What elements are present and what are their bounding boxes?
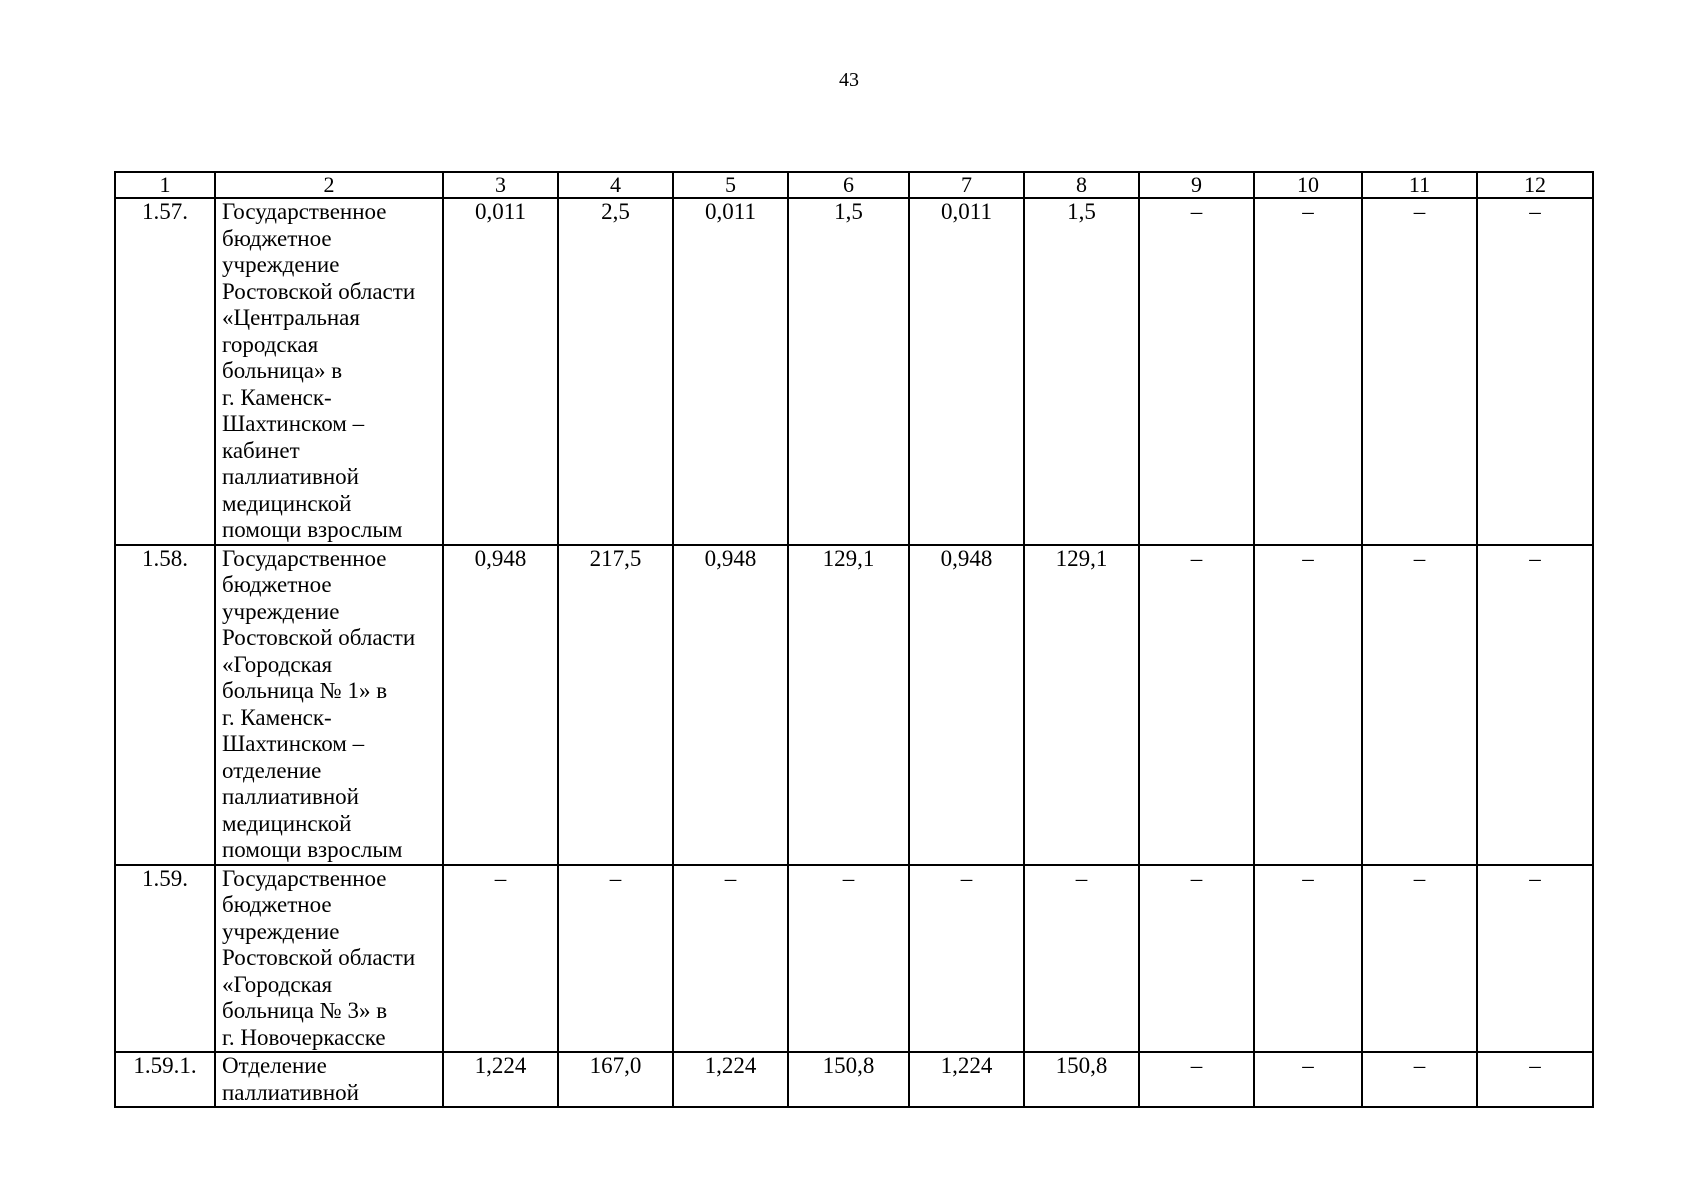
name-line: Государственное [222, 545, 387, 571]
value-cell: 0,011 [673, 198, 788, 545]
column-header: 6 [788, 172, 909, 198]
name-line: учреждение [222, 598, 340, 624]
value-cell: – [1139, 865, 1254, 1053]
value-cell: 150,8 [1024, 1052, 1139, 1107]
value-cell: 0,948 [443, 545, 558, 865]
value-cell: – [1477, 1052, 1593, 1107]
table-row [115, 865, 1593, 1053]
name-line: «Центральная [222, 305, 360, 330]
name-line: «Городская [222, 971, 333, 997]
value-cell: – [673, 865, 788, 1053]
value-cell: – [1477, 198, 1593, 545]
column-header: 8 [1024, 172, 1139, 198]
value-cell: – [1477, 865, 1593, 1053]
name-line: паллиативной [222, 784, 359, 809]
table-row [115, 198, 1593, 545]
name-line: бюджетное [222, 225, 332, 251]
name-line: городская [222, 331, 319, 357]
data-table [114, 171, 1594, 1108]
name-line: Ростовской области [222, 278, 416, 304]
value-cell: 217,5 [558, 545, 673, 865]
value-cell: 1,224 [673, 1052, 788, 1107]
value-cell: – [909, 865, 1024, 1053]
value-cell: – [1139, 198, 1254, 545]
name-line: кабинет [222, 437, 300, 463]
name-line: отделение [222, 757, 322, 783]
name-line: медицинской [222, 810, 352, 836]
value-cell: – [1477, 545, 1593, 865]
table-row [115, 545, 1593, 865]
column-header: 11 [1362, 172, 1477, 198]
table-row [115, 1052, 1593, 1107]
name-line: паллиативной [222, 1079, 359, 1105]
name-line: помощи взрослым [222, 837, 403, 862]
column-header: 4 [558, 172, 673, 198]
name-line: больница № 1» в [222, 678, 388, 703]
value-cell: 129,1 [1024, 545, 1139, 865]
value-cell: – [1254, 198, 1362, 545]
value-cell: 0,011 [909, 198, 1024, 545]
institution-name [215, 545, 443, 865]
column-header: 9 [1139, 172, 1254, 198]
value-cell: – [1254, 545, 1362, 865]
name-line: учреждение [222, 252, 340, 277]
value-cell: – [1362, 545, 1477, 865]
value-cell: 1,5 [1024, 198, 1139, 545]
value-cell: 150,8 [788, 1052, 909, 1107]
value-cell: – [1254, 865, 1362, 1053]
value-cell: – [1362, 865, 1477, 1053]
column-header: 1 [115, 172, 215, 198]
name-line: больница» в [222, 358, 343, 383]
value-cell: 0,948 [909, 545, 1024, 865]
value-cell: – [1024, 865, 1139, 1053]
name-line: Шахтинском – [222, 411, 365, 436]
value-cell: 1,5 [788, 198, 909, 545]
value-cell: 1,224 [909, 1052, 1024, 1107]
value-cell: 2,5 [558, 198, 673, 545]
name-line: Государственное [222, 199, 387, 224]
name-line: Ростовской области [222, 625, 416, 650]
institution-name [215, 198, 443, 545]
name-line: бюджетное [222, 572, 332, 597]
value-cell: – [1254, 1052, 1362, 1107]
name-line: больница № 3» в [222, 998, 388, 1023]
name-line: Ростовской области [222, 945, 416, 970]
name-line: медицинской [222, 490, 352, 516]
value-cell: 1,224 [443, 1052, 558, 1107]
name-line: паллиативной [222, 464, 359, 489]
row-number: 1.59.1. [115, 1052, 215, 1107]
header-row [115, 172, 1593, 198]
name-line: «Городская [222, 651, 333, 677]
row-number: 1.58. [115, 545, 215, 865]
institution-name [215, 1052, 443, 1107]
name-line: Отделение [222, 1053, 327, 1078]
row-number: 1.59. [115, 865, 215, 1053]
institution-name [215, 865, 443, 1053]
name-line: г. Каменск- [222, 704, 332, 730]
page-number: 43 [839, 69, 859, 91]
value-cell: 129,1 [788, 545, 909, 865]
column-header: 5 [673, 172, 788, 198]
name-line: Шахтинском – [222, 731, 365, 756]
value-cell: – [558, 865, 673, 1053]
column-header: 2 [215, 172, 443, 198]
value-cell: 0,948 [673, 545, 788, 865]
name-line: г. Новочеркасске [222, 1024, 386, 1050]
value-cell: – [1139, 545, 1254, 865]
name-line: бюджетное [222, 892, 332, 917]
row-number: 1.57. [115, 198, 215, 545]
value-cell: 0,011 [443, 198, 558, 545]
column-header: 12 [1477, 172, 1593, 198]
name-line: г. Каменск- [222, 384, 332, 410]
value-cell: – [788, 865, 909, 1053]
column-header: 10 [1254, 172, 1362, 198]
value-cell: – [1139, 1052, 1254, 1107]
value-cell: 167,0 [558, 1052, 673, 1107]
column-header: 7 [909, 172, 1024, 198]
value-cell: – [1362, 198, 1477, 545]
value-cell: – [443, 865, 558, 1053]
value-cell: – [1362, 1052, 1477, 1107]
name-line: помощи взрослым [222, 517, 403, 542]
name-line: учреждение [222, 918, 340, 944]
column-header: 3 [443, 172, 558, 198]
name-line: Государственное [222, 865, 387, 891]
